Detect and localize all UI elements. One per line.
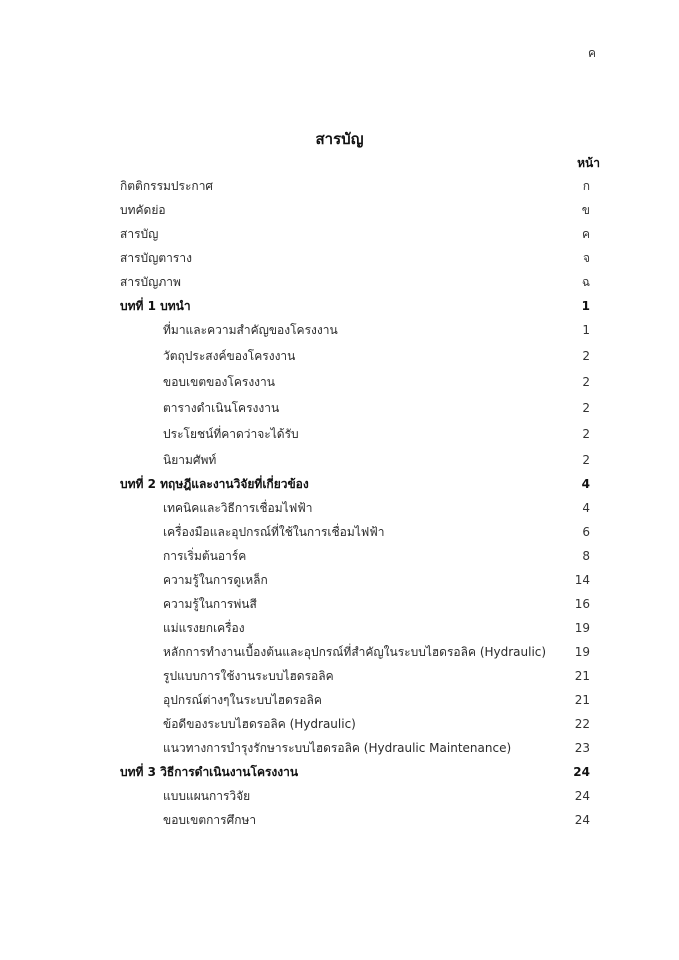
toc-entry-label: เครื่องมือและอุปกรณ์ที่ใช้ในการเชื่อมไฟฟ้า — [163, 525, 385, 539]
toc-entry-row — [0, 372, 679, 392]
toc-entry-row — [0, 546, 679, 566]
toc-entry-label: แบบแผนการวิจัย — [163, 789, 251, 803]
toc-entry-row — [0, 570, 679, 590]
page-number: ค — [588, 46, 597, 60]
toc-entry-label: ตารางดำเนินโครงงาน — [163, 401, 280, 415]
toc-entry-label: วัตถุประสงค์ของโครงงาน — [163, 349, 296, 363]
toc-chapter-row — [0, 474, 679, 494]
toc-entry-page: 16 — [574, 597, 590, 611]
toc-entry-page: 2 — [582, 453, 590, 467]
toc-entry-label: แม่แรงยกเครื่อง — [163, 621, 245, 635]
toc-entry-label: สารบัญ — [120, 227, 159, 241]
toc-entry-label: บทที่ 2 ทฤษฎีและงานวิจัยที่เกี่ยวข้อง — [120, 477, 309, 491]
toc-chapter-row — [0, 762, 679, 782]
toc-entry-row — [0, 810, 679, 830]
toc-entry-page: ก — [582, 179, 590, 193]
toc-entry-page: 21 — [574, 669, 590, 683]
toc-entry-label: บทที่ 3 วิธีการดำเนินงานโครงงาน — [120, 765, 299, 779]
toc-entry-row — [0, 398, 679, 418]
toc-entry-label: ประโยชน์ที่คาดว่าจะได้รับ — [163, 427, 299, 441]
toc-entry-page: ฉ — [581, 275, 590, 289]
toc-entry-page: 24 — [574, 813, 590, 827]
toc-entry-row — [0, 786, 679, 806]
toc-entry-row — [0, 714, 679, 734]
toc-entry-row — [0, 618, 679, 638]
toc-entry-page: 2 — [582, 427, 590, 441]
toc-entry-page: 24 — [573, 765, 590, 779]
toc-entry-label: อุปกรณ์ต่างๆในระบบไฮดรอลิค — [163, 693, 322, 707]
toc-entry-row — [0, 224, 679, 244]
toc-entry-row — [0, 424, 679, 444]
toc-entry-page: 21 — [574, 693, 590, 707]
toc-entry-label: ที่มาและความสำคัญของโครงงาน — [163, 323, 338, 337]
toc-entry-label: บทที่ 1 บทนำ — [120, 299, 191, 313]
toc-entry-label: ขอบเขตของโครงงาน — [163, 375, 275, 389]
toc-entry-label: บทคัดย่อ — [120, 203, 166, 217]
toc-entry-page: ค — [581, 227, 590, 241]
toc-entry-page: 19 — [574, 621, 590, 635]
toc-entry-label: สารบัญภาพ — [120, 275, 181, 289]
toc-chapter-row — [0, 296, 679, 316]
toc-entry-label: สารบัญตาราง — [120, 251, 192, 265]
toc-entry-label: รูปแบบการใช้งานระบบไฮดรอลิค — [163, 669, 334, 683]
toc-entry-label: แนวทางการบำรุงรักษาระบบไฮดรอลิค (Hydraulic Maintenance) — [163, 741, 512, 755]
toc-entry-page: 2 — [582, 401, 590, 415]
toc-entry-label: ขอบเขตการศึกษา — [163, 813, 257, 827]
toc-entry-row — [0, 642, 679, 662]
toc-entry-label: ความรู้ในการดูเหล็ก — [163, 573, 268, 587]
toc-entry-page: 4 — [582, 501, 590, 515]
toc-entry-label: การเริ่มต้นอาร์ค — [163, 549, 247, 563]
toc-entry-row — [0, 738, 679, 758]
toc-entry-page: 8 — [582, 549, 590, 563]
toc-entry-label: กิตติกรรมประกาศ — [120, 179, 214, 193]
toc-entry-label: เทคนิคและวิธีการเชื่อมไฟฟ้า — [163, 501, 313, 515]
toc-entry-row — [0, 248, 679, 268]
toc-entry-page: 2 — [582, 349, 590, 363]
toc-entry-page: จ — [582, 251, 590, 265]
toc-entry-row — [0, 346, 679, 366]
toc-entry-row — [0, 200, 679, 220]
toc-entry-row — [0, 666, 679, 686]
toc-entry-page: 23 — [574, 741, 590, 755]
toc-entry-page: ข — [581, 203, 590, 217]
toc-entry-label: ข้อดีของระบบไฮดรอลิค (Hydraulic) — [163, 717, 356, 731]
toc-entry-row — [0, 690, 679, 710]
toc-entry-row — [0, 272, 679, 292]
toc-entry-page: 2 — [582, 375, 590, 389]
toc-entry-label: หลักการทำงานเบื้องต้นและอุปกรณ์ที่สำคัญในระบบไฮดรอลิค (Hydraulic) — [163, 645, 547, 659]
toc-entry-page: 4 — [581, 477, 590, 491]
toc-entry-label: ความรู้ในการพ่นสี — [163, 597, 257, 611]
page-column-header: หน้า — [577, 156, 600, 170]
toc-entry-row — [0, 522, 679, 542]
toc-entry-page: 1 — [581, 299, 590, 313]
toc-entry-page: 24 — [574, 789, 590, 803]
toc-entry-row — [0, 450, 679, 470]
toc-title: สารบัญ — [315, 130, 364, 148]
toc-entry-row — [0, 320, 679, 340]
toc-entry-row — [0, 594, 679, 614]
toc-entry-page: 14 — [574, 573, 590, 587]
toc-entry-page: 22 — [574, 717, 590, 731]
toc-entry-page: 1 — [582, 323, 590, 337]
toc-entry-page: 19 — [574, 645, 590, 659]
toc-entry-row — [0, 498, 679, 518]
toc-entry-label: นิยามศัพท์ — [163, 453, 217, 467]
toc-entry-page: 6 — [582, 525, 590, 539]
toc-entry-row — [0, 176, 679, 196]
